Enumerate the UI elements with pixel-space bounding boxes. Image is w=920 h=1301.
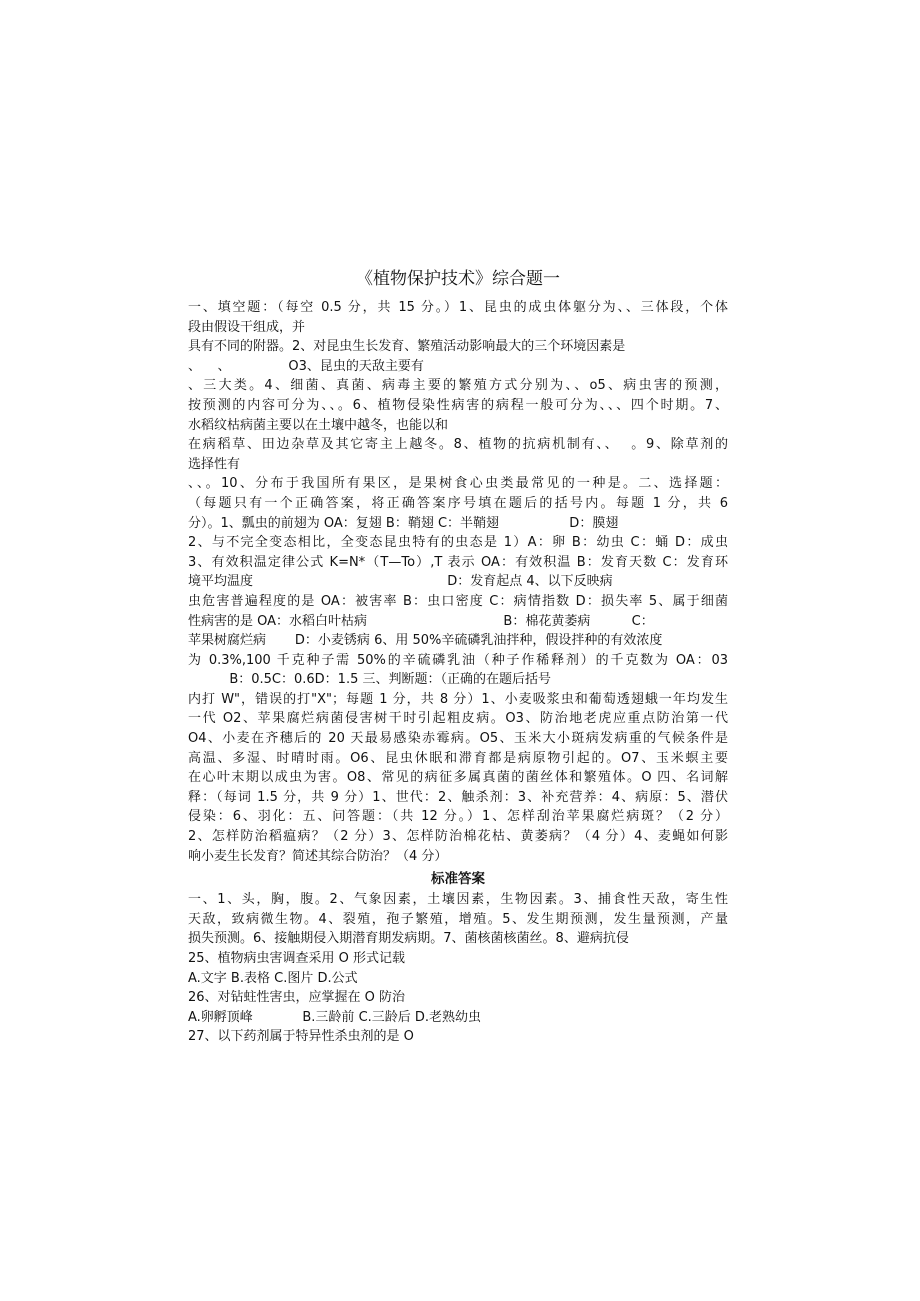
text-line: 为 0.3%,100 千克种子需 50%的辛硫磷乳油（种子作稀释剂）的千克数为 OA：03: [188, 652, 728, 668]
text-line: 响小麦生长发育？简述其综合防治？（4 分）: [188, 848, 448, 864]
text-line: 天敌，致病微生物。4、裂殖，孢子繁殖，增殖。5、发生期预测，发生量预测，产量: [188, 911, 728, 927]
text-line: 性病害的是 OA：水稻白叶枯病 B：棉花黄萎病 C：: [188, 613, 654, 629]
text-line: 、、。10、分布于我国所有果区，是果树食心虫类最常见的一种是。二、选择题：: [188, 476, 728, 492]
exam-questions: [188, 298, 728, 866]
text-line: 高温、多湿、时晴时雨。O6、昆虫休眠和滞育都是病原物引起的。O7、玉米螟主要: [188, 750, 728, 766]
text-line: 按预测的内容可分为、、。6、植物侵染性病害的病程一般可分为、、、四个时期。7、: [188, 397, 728, 413]
text-line: 、 、 O3、昆虫的天敌主要有: [188, 358, 424, 374]
text-line: 2、怎样防治稻瘟病？（2 分）3、怎样防治棉花枯、黄萎病？（4 分）4、麦蝇如何影: [188, 829, 728, 845]
text-line: （每题只有一个正确答案，将正确答案序号填在题后的括号内。每题 1 分，共 6: [188, 495, 728, 511]
answers-heading: 标准答案: [431, 871, 485, 888]
text-line: 内打 W"，错误的打"X"；每题 1 分，共 8 分）1、小麦吸浆虫和葡萄透翅蛾一年均发生: [188, 691, 728, 707]
text-line: 在病稻草、田边杂草及其它寄主上越冬。8、植物的抗病机制有、、 。9、除草剂的: [188, 437, 728, 453]
text-line: A.卵孵顶峰 B.三龄前 C.三龄后 D.老熟幼虫: [188, 1009, 482, 1025]
text-line: 一、填空题：（每空 0.5 分，共 15 分。）1、昆虫的成虫体躯分为、、三体段，个体: [188, 300, 728, 315]
text-line: 在心叶末期以成虫为害。O8、常见的病征多属真菌的菌丝体和繁殖体。O 四、名词解: [188, 770, 728, 786]
text-line: 2、与不完全变态相比，全变态昆虫特有的虫态是 1）A：卵 B：幼虫 C：蛹 D：成虫: [188, 535, 728, 551]
text-line: 一、1、头，胸，腹。2、气象因素，土壤因素，生物因素。3、捕食性天敌，寄生性: [188, 892, 728, 908]
text-line: O4、小麦在齐穗后的 20 天最易感染赤霉病。O5、玉米大小斑病发病重的气候条件是: [188, 731, 728, 747]
text-line: 选择性有: [188, 456, 241, 472]
exam-document: [188, 266, 728, 1047]
text-line: 26、对钻蛀性害虫，应掌握在 O 防治: [188, 990, 406, 1006]
text-line: 损失预测。6、接触期侵入期潜育期发病期。7、菌核菌核菌丝。8、避病抗侵: [188, 931, 629, 947]
text-line: 境平均温度 D：发育起点 4、以下反映病: [188, 574, 613, 590]
text-line: 、三大类。4、细菌、真菌、病毒主要的繁殖方式分别为、、o5、病虫害的预测，: [188, 378, 728, 394]
answers-section: [188, 890, 728, 1047]
text-line: 3、有效积温定律公式 K=N*（T—To）,T 表示 OA：有效积温 B：发育天数 C：发育环: [188, 554, 728, 570]
text-line: 27、以下药剂属于特异性杀虫剂的是 O: [188, 1029, 414, 1045]
text-line: 水稻纹枯病菌主要以在土壤中越冬，也能以和: [188, 417, 449, 433]
text-line: 释：（每词 1.5 分，共 9 分）1、世代：2、触杀剂：3、补充营养：4、病原：5、潜伏: [188, 789, 728, 805]
text-line: 分）。1、瓢虫的前翅为 OA：复翅 B：鞘翅 C：半鞘翅 D：膜翅: [188, 515, 619, 531]
text-line: B：0.5C：0.6D：1.5 三、判断题：（正确的在题后括号: [188, 672, 551, 688]
text-line: A.文字 B.表格 C.图片 D.公式: [188, 970, 358, 986]
text-line: 段由假设干组成，并: [188, 319, 306, 335]
text-line: 一代 O2、苹果腐烂病菌侵害树干时引起粗皮病。O3、防治地老虎应重点防治第一代: [188, 711, 728, 727]
text-line: 25、植物病虫害调查采用 O 形式记载: [188, 951, 406, 966]
text-line: 侵染：6、羽化：五、问答题：（共 12 分。）1、怎样刮治苹果腐烂病斑？（2 分）: [188, 809, 728, 825]
document-title: 《植物保护技术》综合题一: [356, 269, 560, 289]
text-line: 具有不同的附器。2、对昆虫生长发育、繁殖活动影响最大的三个环境因素是: [188, 339, 626, 355]
text-line: 苹果树腐烂病 D：小麦锈病 6、用 50%辛硫磷乳油拌种，假设拌种的有效浓度: [188, 633, 663, 649]
text-line: 虫危害普遍程度的是 OA：被害率 B：虫口密度 C：病情指数 D：损失率 5、属于细菌: [188, 593, 728, 609]
